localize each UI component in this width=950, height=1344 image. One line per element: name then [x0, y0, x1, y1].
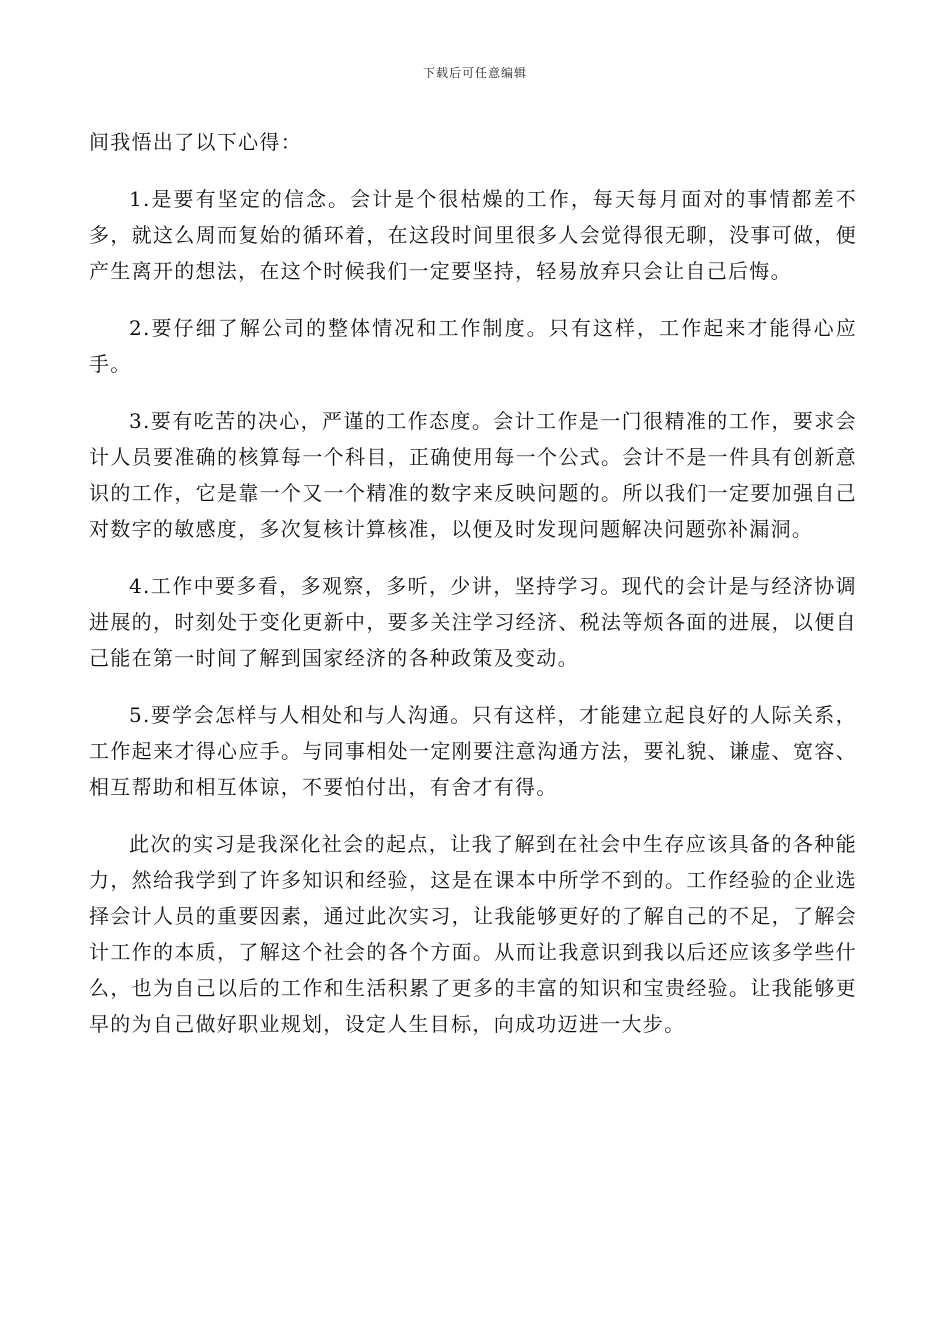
paragraph-intro: 间我悟出了以下心得： — [89, 130, 302, 154]
paragraph-point-2: 2.要仔细了解公司的整体情况和工作制度。只有这样，工作起来才能得心应手。 — [89, 316, 857, 376]
paragraph-point-4: 4.工作中要多看，多观察，多听，少讲，坚持学习。现代的会计是与经济协调进展的，时刻处于变化更新中，要多关注学习经济、税法等烦各面的进展，以便自己能在第一时间了解到国家经济的各种政策及变动。 — [89, 574, 857, 670]
paragraph-point-3: 3.要有吃苦的决心，严谨的工作态度。会计工作是一门很精准的工作，要求会计人员要准确的核算每一个科目，正确使用每一个公式。会计不是一件具有创新意识的工作，它是靠一个又一个精准的数字来反映问题的。所以我们一定要加强自己对数字的敏感度，多次复核计算核准，以便及时发现问题解决问题弥补漏洞。 — [89, 409, 857, 541]
paragraph-conclusion: 此次的实习是我深化社会的起点，让我了解到在社会中生存应该具备的各种能力，然给我学到了许多知识和经验，这是在课本中所学不到的。工作经验的企业选择会计人员的重要因素，通过此次实习，让我能够更好的了解自己的不足，了解会计工作的本质，了解这个社会的各个方面。从而让我意识到我以后还应该多学些什么，也为自己以后的工作和生活积累了更多的丰富的知识和宝贵经验。让我能够更早的为自己做好职业规划，设定人生目标，向成功迈进一大步。 — [89, 832, 857, 1036]
paragraph-point-5: 5.要学会怎样与人相处和与人沟通。只有这样，才能建立起良好的人际关系，工作起来才得心应手。与同事相处一定刚要注意沟通方法，要礼貌、谦虚、宽容、相互帮助和相互体谅，不要怕付出，有舍才有得。 — [89, 703, 857, 799]
document-body — [89, 124, 857, 1063]
page-header: 下载后可任意编辑 — [422, 66, 527, 80]
paragraph-point-1: 1.是要有坚定的信念。会计是个很枯燥的工作，每天每月面对的事情都差不多，就这么周而复始的循环着，在这段时间里很多人会觉得很无聊，没事可做，便产生离开的想法，在这个时候我们一定要坚持，轻易放弃只会让自己后悔。 — [89, 187, 857, 283]
